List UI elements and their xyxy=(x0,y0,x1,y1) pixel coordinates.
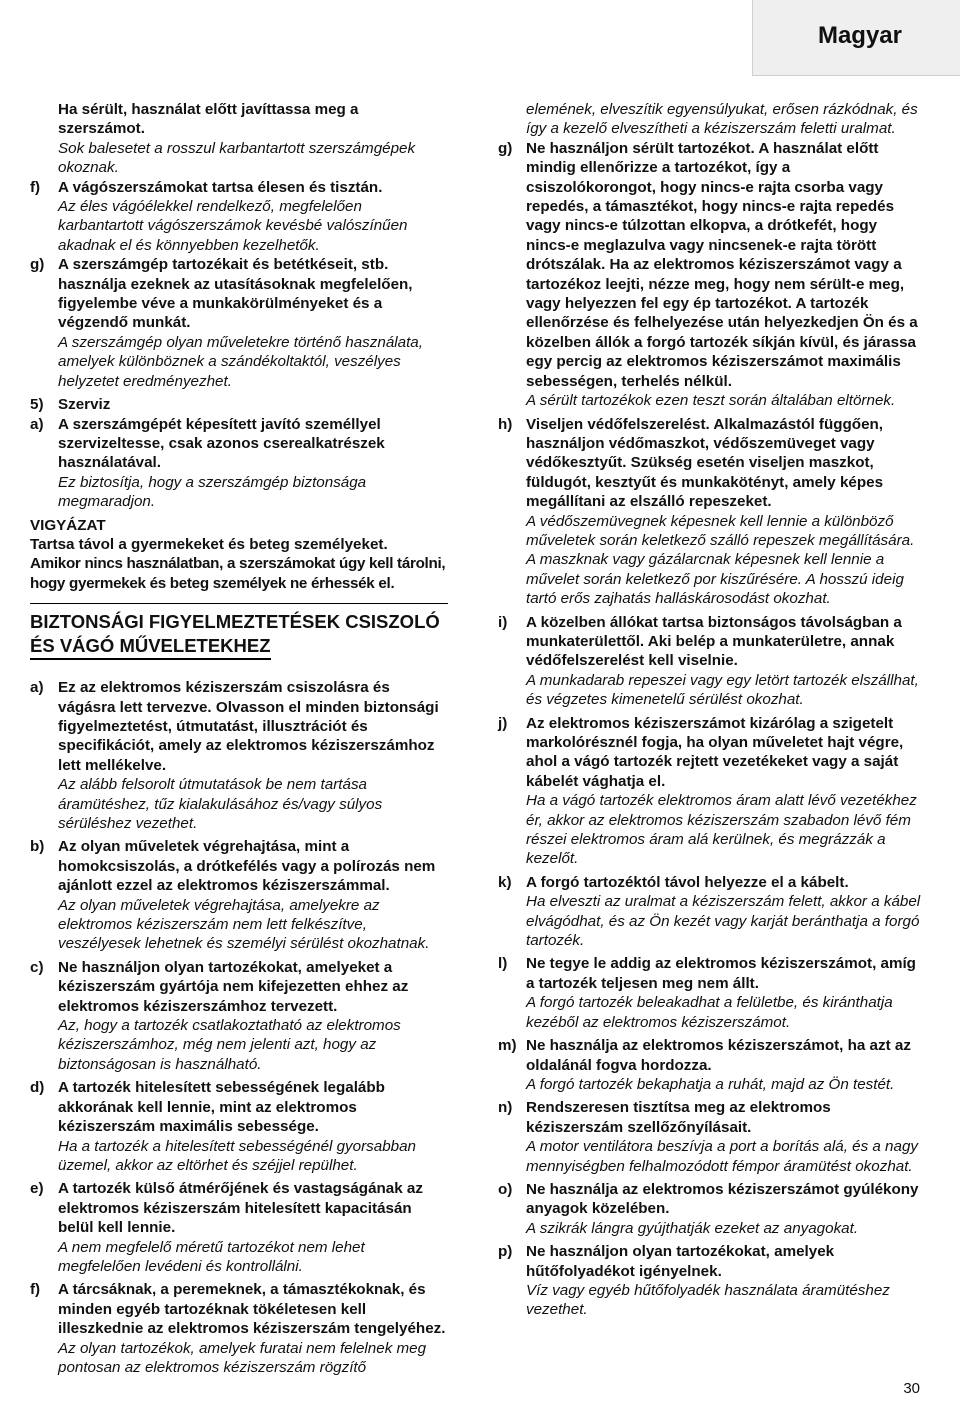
item-italic: A motor ventilátora beszívja a port a borítás alá, és a nagy mennyiségben felhalmozódott fémpor áramütést okozhat. xyxy=(526,1138,918,1175)
item-label: a) xyxy=(30,415,44,433)
list-item xyxy=(30,1280,448,1377)
item-italic: A forgó tartozék beleakadhat a felületbe, és kiránthatja kezéből az elektromos kéziszerszámot. xyxy=(526,994,893,1031)
item-italic: Az olyan tartozékok, amelyek furatai nem felelnek meg pontosan az elektromos kéziszerszám rögzítő xyxy=(58,1339,427,1376)
item-bold: Ne használja az elektromos kéziszerszámot gyúlékony anyagok közelében. xyxy=(526,1180,919,1218)
item-italic: Víz vagy egyéb hűtőfolyadék használata áramütéshez vezethet. xyxy=(526,1281,890,1319)
right-column xyxy=(498,100,922,1324)
item-label: h) xyxy=(498,415,513,433)
item-label: e) xyxy=(30,1180,44,1198)
item-bold: Az olyan műveletek végrehajtása, mint a homokcsiszolás, a drótkefélés vagy a polírozás nem ajánlott ezzel az elektromos kéziszerszámmal. xyxy=(58,838,436,895)
item-italic: A szerszámgép olyan műveletekre történő használata, amelyek különböznek a szándékoltaktól, veszélyes helyzetet eredményezhet. xyxy=(58,333,423,390)
item-label: a) xyxy=(30,679,44,697)
item-italic: A munkadarab repeszei vagy egy letört tartozék elszállhat, és végzetes kimenetelű sérülést okozhat. xyxy=(526,671,919,709)
item-label: o) xyxy=(498,1180,513,1198)
item-bold: Ne használjon olyan tartozékokat, amelyek hűtőfolyadékot igényelnek. xyxy=(526,1243,835,1280)
item-bold: A tartozék hitelesített sebességének legalább akkorának kell lennie, mint az elektromos kéziszerszám maximális sebessége. xyxy=(58,1079,385,1136)
warning-text-2: Amikor nincs használatban, a szerszámokat úgy kell tárolni, hogy gyermekek és beteg személyek ne érhessék el. xyxy=(30,555,446,592)
item-bold: Az elektromos kéziszerszámot kizárólag a szigetelt markolórésznél fogja, ha olyan műveletet hajt végre, ahol a vágó tartozék rejtett vezetékeket vagy a saját kábelét vághatja el. xyxy=(526,714,904,790)
item-label: d) xyxy=(30,1079,45,1097)
list-item xyxy=(498,1098,922,1176)
list-item xyxy=(30,837,448,953)
item-bold: Ne használjon sérült tartozékot. A használat előtt mindig ellenőrizze a tartozékot, így a csiszolókorongot, hogy nincs-e rajta csorba vagy repedés, a támasztékot, hogy nincs-e rajta repedés vagy nincs-e túlzottan elkopva, a drótkefét, hogy nincs-e meglazulva vagy nincsenek-e rajta törött drótszálak. Ha az elektromos kéziszerszámot vagy a tartozékoz leejti, nézze meg, hogy nem sérült-e meg, vagy helyezzen fel egy ép tartozékot. A tartozék ellenőrzése és felhelyezése után helyezkedjen Ön és a közelben állók a forgó tartozék síkján kívül, és járassa egy percig az elektromos kéziszerszámot maximális sebességen, terhelés nélkül. xyxy=(526,139,918,390)
paragraph-italic: Sok balesetet a rosszul karbantartott szerszámgépek okoznak. xyxy=(58,139,416,177)
item-label: i) xyxy=(498,613,508,631)
continued-italic: elemének, elveszítik egyensúlyukat, erősen rázkódnak, és így a kezelő elveszítheti a kéziszerszám feletti uralmat. xyxy=(526,101,918,138)
section-label: 5) xyxy=(30,396,44,414)
item-italic: Az olyan műveletek végrehajtása, amelyekre az elektromos kéziszerszám nem lett felkészítve, veszélyesek lehetnek és személyi sérülést okozhatnak. xyxy=(58,896,430,953)
list-item xyxy=(498,415,922,609)
section-title: Szerviz xyxy=(58,396,111,414)
left-column xyxy=(30,100,448,1381)
item-label: g) xyxy=(498,139,513,157)
item-bold: Ne használjon olyan tartozékokat, amelyeket a kéziszerszám gyártója nem kifejezetten ehhez az elektromos kéziszerszámhoz tervezett. xyxy=(58,958,409,1015)
item-italic: Ha a tartozék a hitelesített sebességénél gyorsabban üzemel, akkor az eltörhet és széjjel repülhet. xyxy=(58,1137,416,1174)
item-bold: Viseljen védőfelszerelést. Alkalmazástól függően, használjon védőmaszkot, védőszemüveget vagy védőkesztyűt. Szükség esetén viseljen maszkot, füldugót, kesztyűt és munkakötényt, amely képes megállítani az elszálló repeszeket. xyxy=(526,415,884,511)
heading-line-1: BIZTONSÁGI FIGYELMEZTETÉSEK CSISZOLÓ xyxy=(30,611,440,633)
section-5-heading xyxy=(30,395,448,414)
item-bold: A tárcsáknak, a peremeknek, a támasztékoknak, és minden egyéb tartozéknak tökéletesen kell illeszkednie az elektromos kéziszerszám tengelyéhez. xyxy=(58,1281,446,1338)
list-item xyxy=(498,954,922,1032)
item-italic: A nem megfelelő méretű tartozékot nem lehet megfelelően levédeni és kontrollálni. xyxy=(58,1238,365,1275)
item-italic: Az alább felsorolt útmutatások be nem tartása áramütéshez, tűz kialakulásához és/vagy súlyos sérüléshez vezethet. xyxy=(58,776,383,832)
language-label: Magyar xyxy=(817,22,902,49)
list-item xyxy=(498,1180,922,1238)
warning-text-1: Tartsa távol a gyermekeket és beteg személyeket. xyxy=(30,535,388,553)
item-bold: A szerszámgép tartozékait és betétkéseit, stb. használja ezeknek az utasításoknak megfelelően, figyelembe véve a munkakörülményeket és a végzendő munkát. xyxy=(58,256,413,332)
item-bold: A tartozék külső átmérőjének és vastagságának az elektromos kéziszerszám hitelesített kapacitásán belül kell lennie. xyxy=(58,1180,423,1237)
list-item xyxy=(498,1036,922,1094)
item-label: b) xyxy=(30,838,45,856)
item-italic: Ha a vágó tartozék elektromos áram alatt lévő vezetékhez ér, akkor az elektromos kéziszerszám szabadon lévő fém részei elektromos áram alá kerülnek, és megrázzák a kezelőt. xyxy=(526,792,917,868)
list-item xyxy=(498,1242,922,1320)
item-label: m) xyxy=(498,1037,517,1055)
list-item xyxy=(498,873,922,951)
item-bold: Rendszeresen tisztítsa meg az elektromos kéziszerszám szellőzőnyílásait. xyxy=(526,1099,831,1136)
item-italic: A védőszemüvegnek képesnek kell lennie a különböző műveletek során keletkező szálló repeszek megállítására. A maszknak vagy gázálarcnak képesnek kell lennie a művelet során keletkező por kiszűrésére. A hosszú ideig tartó erős zajhatás halláskárosodást okozhat. xyxy=(526,512,915,608)
list-item-5a xyxy=(30,415,448,512)
item-bold: A forgó tartozéktól távol helyezze el a kábelt. xyxy=(526,873,849,891)
item-label: f) xyxy=(30,1281,41,1299)
item-italic: A sérült tartozékok ezen teszt során általában eltörnek. xyxy=(526,392,896,410)
list-item xyxy=(30,1179,448,1276)
item-bold: A szerszámgépét képesített javító személlyel szervizeltesse, csak azonos cserealkatrészek használatával. xyxy=(58,415,385,472)
item-label: g) xyxy=(30,256,45,274)
item-italic: Az éles vágóélekkel rendelkező, megfelelően karbantartott vágószerszámok kevésbé valószínűen akadnak el és könnyebben kezelhetők. xyxy=(58,198,408,254)
warning-title: VIGYÁZAT xyxy=(30,516,106,534)
item-bold: A vágószerszámokat tartsa élesen és tisztán. xyxy=(58,178,383,196)
item-bold: Ne használja az elektromos kéziszerszámot, ha azt az oldalánál fogva hordozza. xyxy=(526,1037,911,1074)
list-item xyxy=(498,714,922,869)
item-bold: Ne tegye le addig az elektromos kéziszerszámot, amíg a tartozék teljesen meg nem állt. xyxy=(526,955,916,992)
item-italic: Ez biztosítja, hogy a szerszámgép biztonsága megmaradjon. xyxy=(58,473,367,511)
item-italic: A szikrák lángra gyújthatják ezeket az anyagokat. xyxy=(526,1219,859,1237)
language-tab xyxy=(752,0,960,76)
item-label: c) xyxy=(30,958,44,976)
list-item xyxy=(498,613,922,710)
item-bold: A közelben állókat tartsa biztonságos távolságban a munkaterülettől. Aki belép a munkaterületre, annak védőfelszerelést kell viselnie. xyxy=(526,613,902,670)
list-item xyxy=(30,1078,448,1175)
list-item xyxy=(30,678,448,833)
list-item-g xyxy=(30,255,448,333)
item-label: f) xyxy=(30,178,41,196)
item-italic: A forgó tartozék bekaphatja a ruhát, majd az Ön testét. xyxy=(526,1075,895,1093)
left-item-list xyxy=(30,678,448,1377)
item-label: l) xyxy=(498,955,508,973)
list-item xyxy=(30,958,448,1074)
section-heading xyxy=(30,603,448,660)
list-item-f xyxy=(30,178,448,197)
item-bold: Ez az elektromos kéziszerszám csiszolásra és vágásra lett tervezve. Olvasson el minden biztonsági figyelmeztetést, útmutatást, illusztrációt és specifikációt, amely az elektromos kéziszerszámhoz lett mellékelve. xyxy=(58,679,439,774)
page-number: 30 xyxy=(903,1380,920,1397)
right-item-list xyxy=(498,139,922,1320)
paragraph-bold: Ha sérült, használat előtt javíttassa meg a szerszámot. xyxy=(58,101,359,138)
list-item xyxy=(498,139,922,411)
item-label: p) xyxy=(498,1243,513,1261)
item-label: j) xyxy=(498,714,508,732)
item-label: n) xyxy=(498,1099,513,1117)
heading-line-2: ÉS VÁGÓ MŰVELETEKHEZ xyxy=(30,634,271,660)
item-italic: Az, hogy a tartozék csatlakoztatható az elektromos kéziszerszámhoz, még nem jelenti azt, hogy az biztonságosan is használható. xyxy=(58,1017,401,1073)
item-italic: Ha elveszti az uralmat a kéziszerszám felett, akkor a kábel elvágódhat, és az Ön kezét vagy karját beránthatja a forgó tartozék. xyxy=(526,893,921,950)
item-label: k) xyxy=(498,873,512,891)
